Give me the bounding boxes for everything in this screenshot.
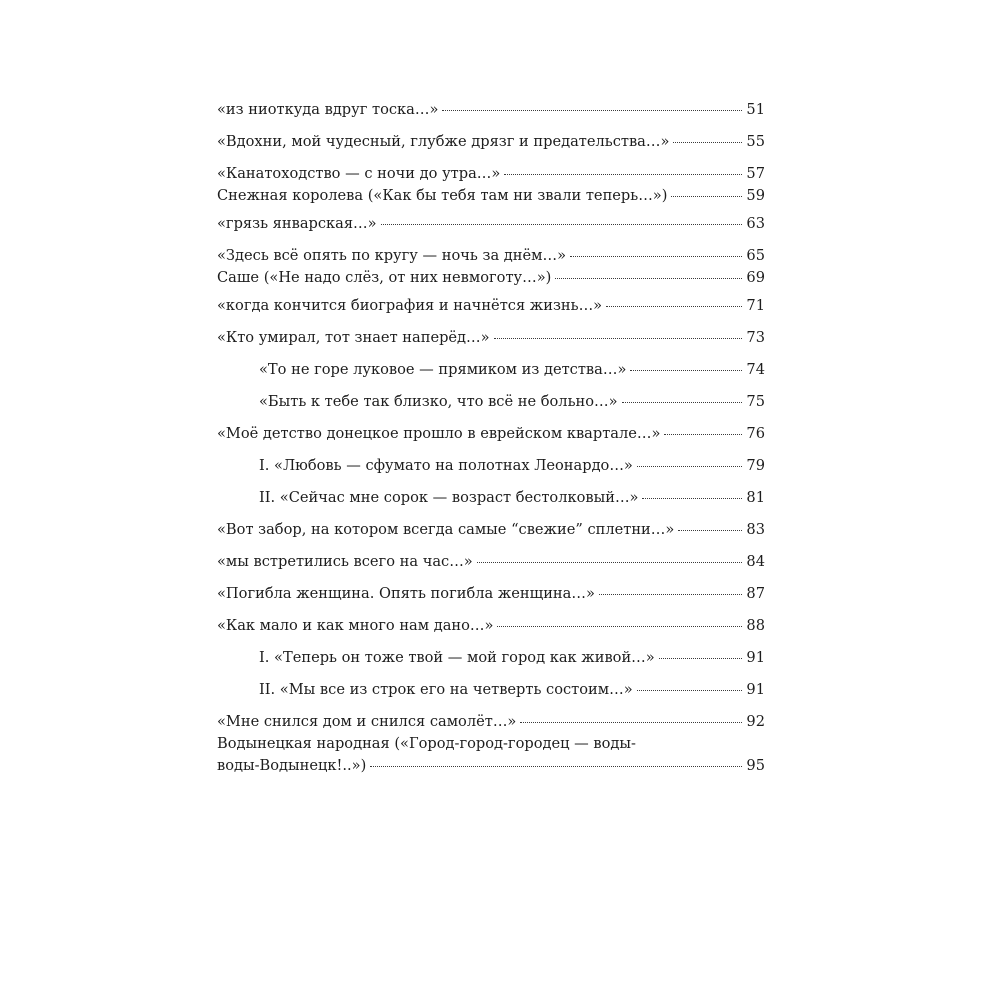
toc-entry-page: 71 xyxy=(746,297,765,314)
dot-leader xyxy=(520,722,742,723)
toc-entry xyxy=(217,521,765,539)
toc-entry-title: II. «Мы все из строк его на четверть состоим…» xyxy=(259,681,633,698)
toc-entry xyxy=(217,553,765,571)
toc-entry-page: 63 xyxy=(746,215,765,232)
dot-leader xyxy=(599,594,743,595)
toc-entry-last-line xyxy=(217,757,765,775)
toc-entry-title: «Моё детство донецкое прошло в еврейском квартале…» xyxy=(217,425,661,442)
toc-entry xyxy=(217,187,765,205)
toc-entry xyxy=(217,585,765,603)
toc-entry-page: 83 xyxy=(746,521,765,538)
toc-entry-title-line2: воды-Водынецк!..») xyxy=(217,757,367,774)
toc-subentry xyxy=(217,393,765,411)
toc-entry-title: Снежная королева («Как бы тебя там ни звали теперь…») xyxy=(217,187,668,204)
table-of-contents xyxy=(217,101,765,775)
toc-entry-page: 88 xyxy=(746,617,765,634)
toc-entry xyxy=(217,247,765,265)
dot-leader xyxy=(664,434,742,435)
toc-entry xyxy=(217,269,765,287)
toc-entry-page: 51 xyxy=(746,101,765,118)
toc-entry-title: II. «Сейчас мне сорок — возраст бестолковый…» xyxy=(259,489,639,506)
toc-entry-title: «Быть к тебе так близко, что всё не больно…» xyxy=(259,393,618,410)
toc-entry-page: 95 xyxy=(746,757,765,774)
dot-leader xyxy=(570,256,742,257)
toc-entry-title: «То не горе луковое — прямиком из детства…» xyxy=(259,361,627,378)
toc-entry xyxy=(217,215,765,233)
toc-subentry xyxy=(217,361,765,379)
toc-entry-page: 79 xyxy=(746,457,765,474)
toc-entry xyxy=(217,297,765,315)
dot-leader xyxy=(622,402,743,403)
toc-entry xyxy=(217,165,765,183)
dot-leader xyxy=(370,766,742,767)
dot-leader xyxy=(637,690,743,691)
toc-subentry xyxy=(217,681,765,699)
toc-entry xyxy=(217,617,765,635)
toc-entry-page: 69 xyxy=(746,269,765,286)
toc-entry-page: 92 xyxy=(746,713,765,730)
toc-subentry xyxy=(217,489,765,507)
toc-entry-page: 57 xyxy=(746,165,765,182)
toc-entry-title: «Здесь всё опять по кругу — ночь за днём…» xyxy=(217,247,567,264)
toc-subentry xyxy=(217,649,765,667)
toc-entry-title: «мы встретились всего на час…» xyxy=(217,553,473,570)
dot-leader xyxy=(555,278,742,279)
toc-entry xyxy=(217,425,765,443)
dot-leader xyxy=(494,338,743,339)
toc-entry-page: 91 xyxy=(746,649,765,666)
toc-entry-page: 87 xyxy=(746,585,765,602)
toc-entry-page: 75 xyxy=(746,393,765,410)
toc-entry-title-line1: Водынецкая народная («Город-город-городец — воды- xyxy=(217,735,636,752)
dot-leader xyxy=(659,658,743,659)
toc-entry-title: «из ниоткуда вдруг тоска…» xyxy=(217,101,439,118)
toc-entry xyxy=(217,101,765,119)
toc-entry xyxy=(217,133,765,151)
dot-leader xyxy=(606,306,742,307)
toc-entry-title: Саше («Не надо слёз, от них невмоготу…») xyxy=(217,269,552,286)
toc-entry-title: «Кто умирал, тот знает наперёд…» xyxy=(217,329,490,346)
toc-entry-page: 81 xyxy=(746,489,765,506)
toc-entry-title: «Мне снился дом и снился самолёт…» xyxy=(217,713,517,730)
toc-entry-title: «Канатоходство — с ночи до утра…» xyxy=(217,165,501,182)
dot-leader xyxy=(504,174,742,175)
dot-leader xyxy=(497,626,742,627)
toc-subentry xyxy=(217,457,765,475)
dot-leader xyxy=(678,530,742,531)
toc-entry-page: 74 xyxy=(746,361,765,378)
dot-leader xyxy=(642,498,742,499)
dot-leader xyxy=(477,562,743,563)
toc-entry-page: 73 xyxy=(746,329,765,346)
toc-entry-title: «Как мало и как много нам дано…» xyxy=(217,617,494,634)
dot-leader xyxy=(671,196,742,197)
dot-leader xyxy=(381,224,743,225)
toc-entry-page: 84 xyxy=(746,553,765,570)
toc-entry-page: 59 xyxy=(746,187,765,204)
toc-entry-title: «когда кончится биография и начнётся жизнь…» xyxy=(217,297,603,314)
toc-entry-title: «грязь январская…» xyxy=(217,215,377,232)
dot-leader xyxy=(442,110,742,111)
toc-entry-title: I. «Теперь он тоже твой — мой город как живой…» xyxy=(259,649,655,666)
toc-entry-page: 65 xyxy=(746,247,765,264)
toc-entry-title: «Вдохни, мой чудесный, глубже дрязг и предательства…» xyxy=(217,133,670,150)
toc-entry-title: «Погибла женщина. Опять погибла женщина…» xyxy=(217,585,595,602)
toc-entry xyxy=(217,713,765,731)
dot-leader xyxy=(637,466,743,467)
dot-leader xyxy=(673,142,742,143)
toc-entry xyxy=(217,329,765,347)
toc-entry-title: I. «Любовь — сфумато на полотнах Леонардо…» xyxy=(259,457,633,474)
toc-entry-multiline xyxy=(217,735,765,775)
toc-entry-page: 91 xyxy=(746,681,765,698)
toc-entry-page: 76 xyxy=(746,425,765,442)
dot-leader xyxy=(630,370,742,371)
toc-entry-page: 55 xyxy=(746,133,765,150)
toc-entry-title: «Вот забор, на котором всегда самые “свежие” сплетни…» xyxy=(217,521,675,538)
